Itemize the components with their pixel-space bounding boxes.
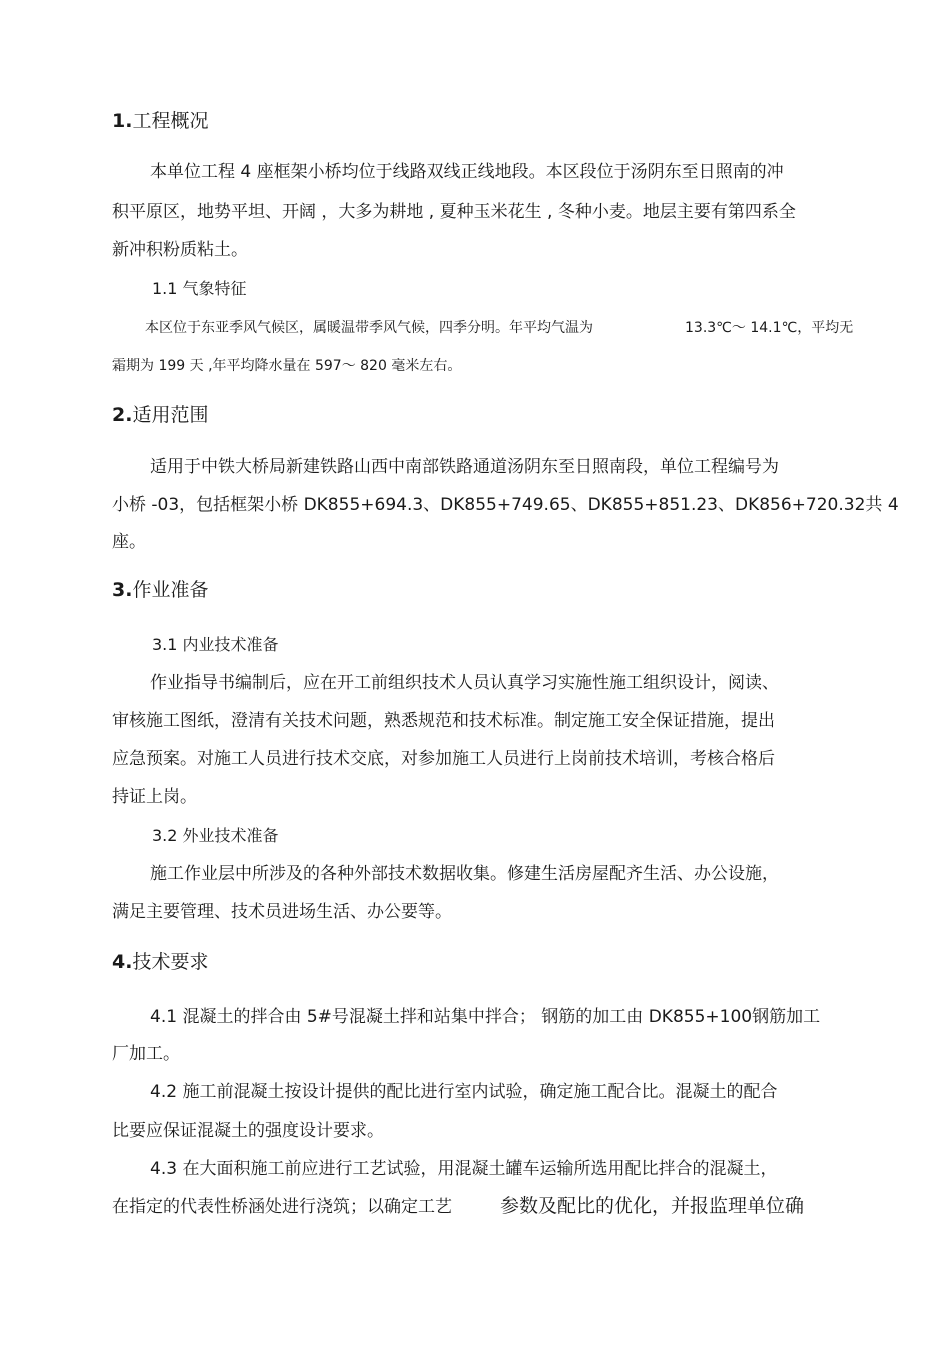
item-4-3-line-2b: 参数及配比的优化，并报监理单位确: [500, 1195, 805, 1217]
subsection-3-2-line-2: 满足主要管理、技术员进场生活、办公要等。: [112, 902, 452, 922]
subsection-1-1-line-2: 霜期为 199 天 ,年平均降水量在 597～ 820 毫米左右。: [112, 358, 462, 374]
subsection-1-1-title: 1.1 气象特征: [152, 279, 247, 298]
item-4-1-line-1: 4.1 混凝土的拌合由 5#号混凝土拌和站集中拌合； 钢筋的加工由 DK855+100钢筋加工: [150, 1007, 821, 1027]
section-2-line-3: 座。: [112, 532, 146, 552]
section-2-line-2: 小桥 -03，包括框架小桥 DK855+694.3、DK855+749.65、DK855+851.23、DK856+720.32共 4: [112, 495, 899, 515]
subsection-3-2-line-1: 施工作业层中所涉及的各种外部技术数据收集。修建生活房屋配齐生活、办公设施，: [150, 864, 779, 884]
subsection-3-1-line-1: 作业指导书编制后，应在开工前组织技术人员认真学习实施性施工组织设计，阅读、: [150, 673, 779, 693]
subsection-3-1-line-3: 应急预案。对施工人员进行技术交底，对参加施工人员进行上岗前技术培训，考核合格后: [112, 749, 775, 769]
subsection-1-1-line-1a: 本区位于东亚季风气候区，属暖温带季风气候，四季分明。年平均气温为: [145, 320, 593, 336]
item-4-3-line-2a: 在指定的代表性桥涵处进行浇筑；以确定工艺: [112, 1197, 452, 1217]
section-4-heading: 4.技术要求: [112, 951, 209, 973]
section-2-line-1: 适用于中铁大桥局新建铁路山西中南部铁路通道汤阴东至日照南段，单位工程编号为: [150, 457, 779, 477]
item-4-1-line-2: 厂加工。: [112, 1044, 180, 1064]
section-1-heading: 1.工程概况: [112, 110, 209, 132]
subsection-3-1-title: 3.1 内业技术准备: [152, 635, 279, 654]
subsection-3-1-line-4: 持证上岗。: [112, 787, 197, 807]
item-4-2-line-2: 比要应保证混凝土的强度设计要求。: [112, 1121, 384, 1141]
subsection-3-2-title: 3.2 外业技术准备: [152, 826, 279, 845]
section-2-heading: 2.适用范围: [112, 404, 209, 426]
item-4-3-line-1: 4.3 在大面积施工前应进行工艺试验，用混凝土罐车运输所选用配比拌合的混凝土，: [150, 1159, 778, 1179]
section-1-line-3: 新冲积粉质粘土。: [112, 240, 248, 260]
item-4-2-line-1: 4.2 施工前混凝土按设计提供的配比进行室内试验，确定施工配合比。混凝土的配合: [150, 1082, 778, 1102]
subsection-1-1-line-1b: 13.3℃～ 14.1℃，平均无: [685, 320, 854, 336]
section-1-line-1: 本单位工程 4 座框架小桥均位于线路双线正线地段。本区段位于汤阴东至日照南的冲: [150, 162, 784, 182]
section-3-heading: 3.作业准备: [112, 579, 209, 601]
section-1-line-2: 积平原区，地势平坦、开阔 ，大多为耕地 , 夏种玉米花生 , 冬种小麦。地层主要有第四系全: [112, 202, 796, 222]
subsection-3-1-line-2: 审核施工图纸，澄清有关技术问题，熟悉规范和技术标准。制定施工安全保证措施，提出: [112, 711, 775, 731]
